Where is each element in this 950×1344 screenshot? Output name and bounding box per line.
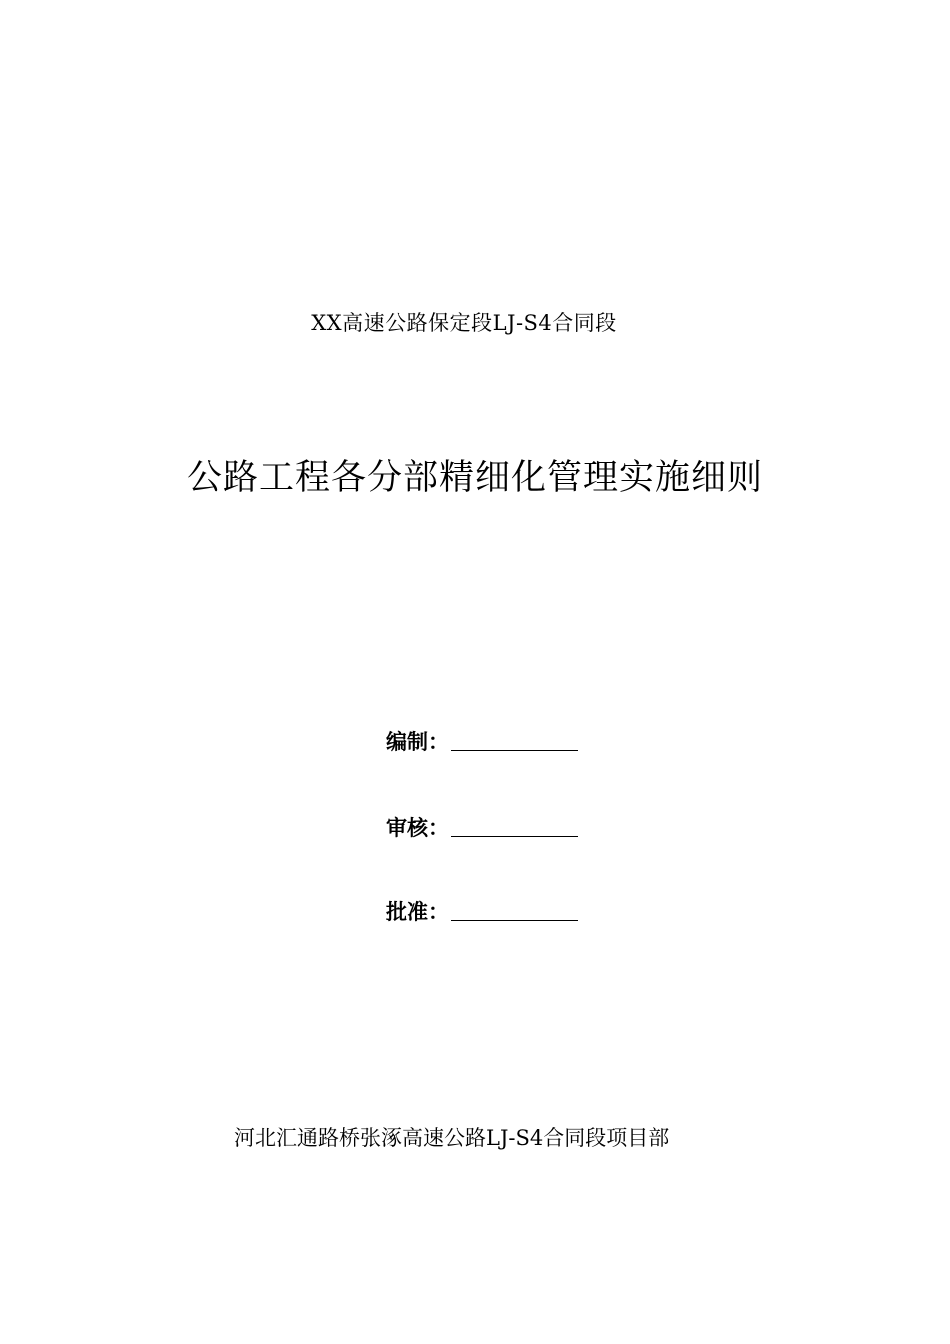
- signature-label-approved: 批准：: [386, 900, 449, 924]
- signature-line-compiled: [451, 750, 578, 751]
- signature-label-compiled: 编制：: [386, 730, 449, 754]
- signature-row-approved: [386, 892, 578, 926]
- signature-row-reviewed: [386, 808, 578, 842]
- organization-name: 河北汇通路桥张涿高速公路LJ-S4合同段项目部: [234, 1126, 670, 1150]
- signature-line-approved: [451, 920, 578, 921]
- document-title: 公路工程各分部精细化管理实施细则: [186, 458, 763, 498]
- signature-line-reviewed: [451, 836, 578, 837]
- signature-label-reviewed: 审核：: [386, 816, 449, 840]
- project-subtitle: XX高速公路保定段LJ-S4合同段: [311, 311, 617, 335]
- signature-row-compiled: [386, 722, 578, 756]
